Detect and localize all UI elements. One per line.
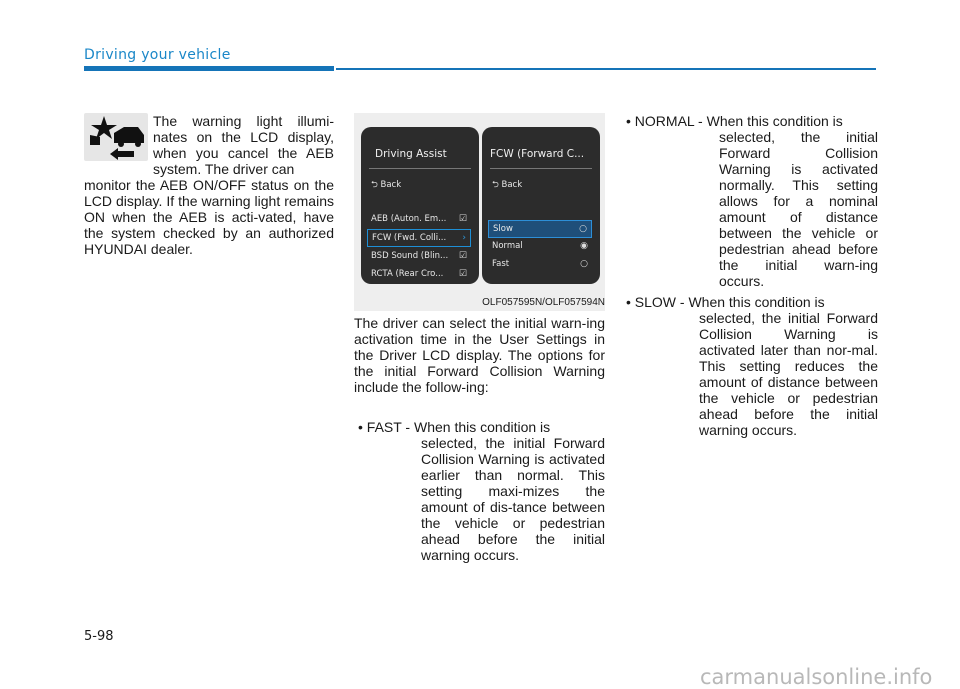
intro-paragraph: The driver can select the initial warn-ing activation time in the User Settings in the Driver LCD display. The options for the initial Forward Collision Warning include the follow-ing:: [354, 315, 605, 395]
normal-description: selected, the initial Forward Collision Warning is activated normally. This setting allows for a nominal amount of distance between the vehicle or pedestrian ahead before the initial warn-ing occurs.: [719, 129, 878, 289]
option-slow-text: [626, 294, 878, 438]
back-item: ⮌ Back: [371, 180, 402, 190]
checkbox-icon: ☑: [458, 269, 467, 279]
fast-heading: • FAST - When this condition is: [358, 419, 551, 435]
slow-heading: • SLOW - When this condition is: [626, 294, 825, 310]
lcd-settings-figure: [354, 113, 605, 311]
radio-selected-icon: ◉: [580, 241, 588, 251]
screen-title: FCW (Forward C...: [490, 148, 585, 160]
slow-description: selected, the initial Forward Collision Warning is activated later than nor-mal. This setting reduces the amount of distance between the vehicle or pedestrian ahead before the initial warning occurs.: [699, 310, 878, 438]
checkbox-icon: ☑: [458, 251, 467, 261]
menu-item-bsd: BSD Sound (Blin... ☑: [367, 248, 471, 264]
header-rule-light: [336, 68, 876, 70]
option-normal: Normal ◉: [488, 238, 592, 254]
menu-item-fcw: FCW (Fwd. Colli... ›: [367, 229, 471, 247]
header-rule-dark: [84, 66, 334, 71]
chevron-right-icon: ›: [462, 233, 466, 243]
option-normal-text: [626, 113, 878, 289]
option-fast: Fast ○: [488, 256, 592, 272]
normal-heading: • NORMAL - When this condition is: [626, 113, 843, 129]
radio-empty-icon: ○: [580, 259, 588, 269]
option-fast-text: [358, 419, 605, 563]
section-title: Driving your vehicle: [84, 47, 231, 63]
menu-item-rcta: RCTA (Rear Cro... ☑: [367, 266, 471, 282]
back-item: ⮌ Back: [492, 180, 523, 190]
driving-assist-screen: [361, 127, 479, 284]
option-slow: Slow ○: [488, 220, 592, 238]
screen-title: Driving Assist: [375, 148, 447, 160]
fcw-timing-screen: [482, 127, 600, 284]
menu-item-aeb: AEB (Auton. Em... ☑: [367, 211, 471, 227]
figure-caption: OLF057595N/OLF057594N: [482, 297, 605, 308]
fast-description: selected, the initial Forward Collision Warning is activated earlier than normal. This setting maxi-mizes the amount of dis-tance between the vehicle or pedestrian ahead before the initial warning occurs.: [421, 435, 605, 563]
page-number: 5-98: [84, 629, 114, 644]
aeb-status-paragraph: monitor the AEB ON/OFF status on the LCD display. If the warning light remains ON when the AEB is acti-vated, have the system checked by an authorized HYUNDAI dealer.: [84, 177, 334, 257]
aeb-warning-icon: [84, 113, 148, 161]
radio-empty-icon: ○: [579, 224, 587, 234]
watermark: carmanualsonline.info: [700, 665, 933, 689]
checkbox-icon: ☑: [458, 214, 467, 224]
warning-light-paragraph: The warning light illumi-nates on the LCD display, when you cancel the AEB system. The driver can: [153, 113, 334, 177]
